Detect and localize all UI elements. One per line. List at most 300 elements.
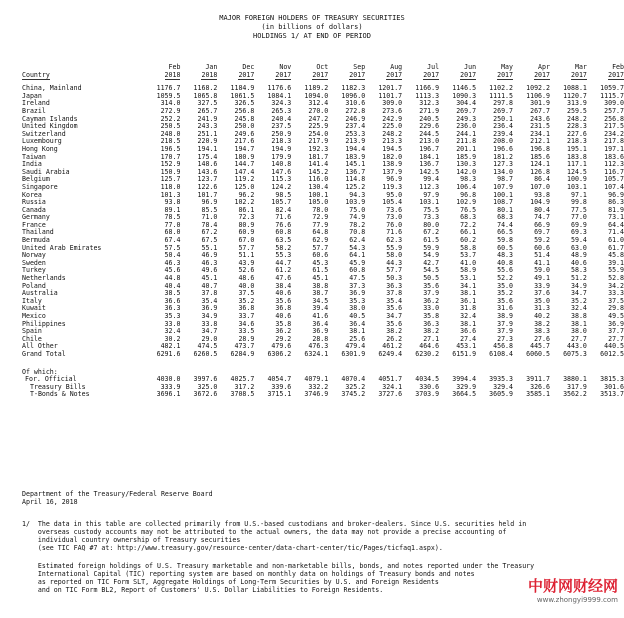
value-cell: 1092.2 <box>526 84 550 93</box>
value-cell: 27.4 <box>460 334 477 343</box>
value-cell: 77.5 <box>571 205 587 214</box>
value-cell: 81.9 <box>608 205 624 214</box>
value-cell: 181.2 <box>493 152 513 161</box>
value-cell: 183.6 <box>604 152 624 161</box>
value-cell: 34.6 <box>238 319 255 328</box>
value-cell: 145.1 <box>345 160 366 169</box>
value-cell: 6291.6 <box>156 349 181 358</box>
value-cell: 36.1 <box>460 296 477 305</box>
value-cell: 250.5 <box>160 122 181 131</box>
value-cell: 50.5 <box>423 274 440 283</box>
value-cell: 142.0 <box>456 167 477 176</box>
year-header <box>513 72 550 81</box>
value-cell: 309.0 <box>604 99 624 108</box>
value-cell: 42.7 <box>423 258 440 267</box>
value-cell: 147.6 <box>271 167 292 176</box>
value-cell: 142.5 <box>419 167 440 176</box>
value-cell: 34.5 <box>312 296 329 305</box>
value-cell: 108.7 <box>493 198 513 207</box>
value-cell: 29.0 <box>201 334 218 343</box>
value-cell: 47.5 <box>349 274 366 283</box>
value-cell: 251.1 <box>197 129 218 138</box>
value-cell: 38.0 <box>571 327 587 336</box>
year-header-label: 2017 <box>534 70 550 79</box>
value-cell: 60.9 <box>238 228 255 237</box>
value-cell: 31.6 <box>497 304 513 313</box>
value-cell: 225.9 <box>308 122 329 131</box>
value-cell: 254.0 <box>308 129 329 138</box>
month-header: Aug <box>390 63 403 71</box>
value-cell: 123.7 <box>197 175 218 184</box>
value-cell: 4054.7 <box>267 375 292 384</box>
value-cell: 35.8 <box>423 312 440 320</box>
value-cell: 327.5 <box>197 99 218 108</box>
value-cell: 86.4 <box>534 175 550 184</box>
value-cell: 248.2 <box>567 114 587 123</box>
value-cell: 45.3 <box>312 258 329 267</box>
value-cell: 31.3 <box>534 304 550 313</box>
value-cell: 67.0 <box>238 236 255 245</box>
value-cell: 35.8 <box>275 319 292 328</box>
value-cell: 3703.9 <box>415 390 440 399</box>
value-cell: 339.6 <box>271 382 292 391</box>
value-cell: 1166.9 <box>415 84 440 93</box>
value-cell: 33.3 <box>608 289 624 298</box>
value-cell: 102.2 <box>234 198 255 207</box>
value-cell: 6012.5 <box>600 349 624 358</box>
value-cell: 272.8 <box>345 106 366 115</box>
row-label: Cayman Islands <box>22 114 78 123</box>
value-cell: 36.6 <box>164 296 181 305</box>
value-cell: 3997.6 <box>193 375 218 384</box>
value-cell: 208.0 <box>493 137 513 146</box>
value-cell: 1184.9 <box>230 84 255 93</box>
value-cell: 53.7 <box>460 251 477 260</box>
value-cell: 49.6 <box>201 266 218 275</box>
value-cell: 105.7 <box>271 198 292 207</box>
value-cell: 175.4 <box>197 152 218 161</box>
value-cell: 71.6 <box>275 213 292 222</box>
year-header <box>291 72 328 81</box>
row-label: Korea <box>22 190 42 199</box>
month-header: Jan <box>205 63 218 71</box>
value-cell: 114.8 <box>345 175 366 184</box>
value-cell: 59.8 <box>497 236 513 245</box>
value-cell: 124.2 <box>271 182 292 191</box>
value-cell: 324.3 <box>271 99 292 108</box>
value-cell: 37.9 <box>423 289 440 298</box>
value-cell: 130.4 <box>308 182 329 191</box>
value-cell: 6306.2 <box>267 349 292 358</box>
value-cell: 1102.2 <box>489 84 513 93</box>
value-cell: 29.8 <box>608 304 624 313</box>
year-header <box>476 72 513 81</box>
value-cell: 37.8 <box>201 289 218 298</box>
value-cell: 71.6 <box>386 228 403 237</box>
table-body <box>22 80 624 399</box>
value-cell: 250.0 <box>234 122 255 131</box>
value-cell: 225.0 <box>382 122 403 131</box>
value-cell: 1059.5 <box>156 91 181 100</box>
value-cell: 38.1 <box>460 289 477 298</box>
value-cell: 326.5 <box>234 99 255 108</box>
footnote-line-7: as reported on TIC Form SLT, Aggregate Holdings of Long-Term Securities by U.S. and Foreign Residents <box>22 578 439 586</box>
value-cell: 69.3 <box>571 228 587 237</box>
value-cell: 54.9 <box>423 251 440 260</box>
value-cell: 6230.2 <box>415 349 440 358</box>
value-cell: 243.6 <box>530 114 550 123</box>
value-cell: 60.8 <box>275 228 292 237</box>
row-label: Poland <box>22 281 46 290</box>
value-cell: 78.0 <box>312 205 329 214</box>
value-cell: 1182.3 <box>341 84 366 93</box>
value-cell: 76.0 <box>386 220 403 229</box>
value-cell: 37.5 <box>238 289 255 298</box>
value-cell: 105.0 <box>308 198 329 207</box>
value-cell: 72.9 <box>312 213 329 222</box>
value-cell: 35.6 <box>423 281 440 290</box>
source-line-1: Department of the Treasury/Federal Reserve Board <box>22 490 213 498</box>
value-cell: 112.3 <box>419 182 440 191</box>
value-cell: 77.0 <box>164 220 181 229</box>
value-cell: 217.9 <box>308 137 329 146</box>
value-cell: 312.3 <box>419 99 440 108</box>
value-cell: 34.7 <box>571 289 587 298</box>
value-cell: 249.3 <box>456 114 477 123</box>
value-cell: 68.0 <box>164 228 181 237</box>
value-cell: 62.9 <box>312 236 329 245</box>
year-header <box>180 72 217 81</box>
value-cell: 182.0 <box>382 152 403 161</box>
value-cell: 461.2 <box>382 342 403 351</box>
value-cell: 47.6 <box>275 274 292 283</box>
year-header-label: 2018 <box>201 70 218 79</box>
value-cell: 38.1 <box>571 319 587 328</box>
value-cell: 36.3 <box>386 281 403 290</box>
value-cell: 474.5 <box>197 342 218 351</box>
value-cell: 57.7 <box>386 266 403 275</box>
value-cell: 314.0 <box>160 99 181 108</box>
value-cell: 45.9 <box>349 258 366 267</box>
value-cell: 32.4 <box>571 304 587 313</box>
value-cell: 40.6 <box>571 258 587 267</box>
value-cell: 3745.2 <box>341 390 366 399</box>
value-cell: 55.9 <box>608 266 624 275</box>
value-cell: 99.8 <box>571 198 587 207</box>
value-cell: 181.7 <box>308 152 329 161</box>
value-cell: 52.8 <box>608 274 624 283</box>
value-cell: 58.8 <box>460 243 477 252</box>
value-cell: 72.3 <box>238 213 255 222</box>
value-cell: 127.3 <box>493 160 513 169</box>
value-cell: 119.2 <box>234 175 255 184</box>
value-cell: 1146.5 <box>452 84 477 93</box>
value-cell: 58.0 <box>386 251 403 260</box>
value-cell: 265.7 <box>197 106 218 115</box>
footnote-line-6: International Capital (TIC) reporting system are based on monthly data on holdings of Treasury bonds and notes <box>22 570 475 578</box>
value-cell: 185.6 <box>530 152 550 161</box>
value-cell: 77.9 <box>312 220 329 229</box>
value-cell: 245.8 <box>234 114 255 123</box>
value-cell: 248.0 <box>160 129 181 138</box>
value-cell: 40.5 <box>349 312 366 320</box>
row-label: India <box>22 160 42 169</box>
value-cell: 102.9 <box>456 198 477 207</box>
value-cell: 43.9 <box>238 258 255 267</box>
month-header: Jun <box>464 63 477 71</box>
value-cell: 50.4 <box>164 251 181 260</box>
value-cell: 140.8 <box>271 160 292 169</box>
value-cell: 52.6 <box>238 266 255 275</box>
value-cell: 60.8 <box>349 266 366 275</box>
value-cell: 67.4 <box>164 236 181 245</box>
value-cell: 49.5 <box>608 312 624 320</box>
value-cell: 211.8 <box>456 137 477 146</box>
row-label: Saudi Arabia <box>22 167 70 176</box>
year-header-label: 2017 <box>497 70 513 79</box>
value-cell: 35.2 <box>571 296 587 305</box>
value-cell: 1113.3 <box>415 91 440 100</box>
value-cell: 304.4 <box>456 99 477 108</box>
row-label: Spain <box>22 327 42 336</box>
value-cell: 239.4 <box>493 129 513 138</box>
value-cell: 312.4 <box>308 99 329 108</box>
row-label: Philippines <box>22 319 66 328</box>
value-cell: 3727.6 <box>378 390 403 399</box>
value-cell: 38.2 <box>386 327 403 336</box>
value-cell: 249.6 <box>234 129 255 138</box>
value-cell: 104.9 <box>530 198 550 207</box>
value-cell: 212.1 <box>530 137 550 146</box>
value-cell: 37.8 <box>386 289 403 298</box>
watermark-url: www.zhongyi9999.com <box>536 596 618 604</box>
value-cell: 64.1 <box>349 251 366 260</box>
value-cell: 269.7 <box>493 106 513 115</box>
value-cell: 40.6 <box>275 312 292 320</box>
value-cell: 44.7 <box>275 258 292 267</box>
header-country <box>22 72 143 81</box>
row-label: Netherlands <box>22 274 66 283</box>
row-label: Brazil <box>22 106 46 115</box>
value-cell: 74.4 <box>497 220 513 229</box>
value-cell: 194.1 <box>197 144 218 153</box>
value-cell: 75.5 <box>423 205 440 214</box>
value-cell: 72.2 <box>460 220 477 229</box>
value-cell: 101.7 <box>197 190 218 199</box>
value-cell: 61.5 <box>423 236 440 245</box>
value-cell: 253.3 <box>345 129 366 138</box>
value-cell: 332.2 <box>308 382 329 391</box>
value-cell: 196.8 <box>530 144 550 153</box>
value-cell: 297.8 <box>493 99 513 108</box>
value-cell: 195.1 <box>567 144 587 153</box>
value-cell: 124.5 <box>567 167 587 176</box>
row-label: Bermuda <box>22 236 50 245</box>
footnote-line-1: 1/ The data in this table are collected primarily from U.S.-based custodians and broker-dealers. Since U.S. securities held in <box>22 520 527 528</box>
value-cell: 40.0 <box>238 281 255 290</box>
year-header <box>587 72 624 81</box>
value-cell: 244.1 <box>456 129 477 138</box>
value-cell: 103.9 <box>345 198 366 207</box>
value-cell: 69.7 <box>534 228 550 237</box>
value-cell: 482.1 <box>160 342 181 351</box>
value-cell: 326.6 <box>530 382 550 391</box>
value-cell: 38.5 <box>164 289 181 298</box>
row-label: T-Bonds & Notes <box>30 390 90 399</box>
value-cell: 148.6 <box>197 160 218 169</box>
value-cell: 61.7 <box>608 243 624 252</box>
year-header-label: 2017 <box>386 70 403 79</box>
year-header <box>143 72 180 81</box>
value-cell: 35.0 <box>497 281 513 290</box>
month-header: Jul <box>427 63 440 71</box>
year-header <box>550 72 587 81</box>
value-cell: 4079.1 <box>304 375 329 384</box>
value-cell: 95.0 <box>386 190 403 199</box>
value-cell: 218.3 <box>567 137 587 146</box>
row-label: Japan <box>22 91 42 100</box>
value-cell: 61.0 <box>608 236 624 245</box>
value-cell: 240.4 <box>271 114 292 123</box>
row-label: Chile <box>22 334 42 343</box>
value-cell: 86.3 <box>608 198 624 207</box>
row-label: China, Mainland <box>22 84 82 93</box>
value-cell: 96.9 <box>201 198 218 207</box>
value-cell: 46.3 <box>164 258 181 267</box>
row-label: Ireland <box>22 99 50 108</box>
value-cell: 38.8 <box>571 312 587 320</box>
value-cell: 3562.2 <box>563 390 587 399</box>
value-cell: 67.2 <box>423 228 440 237</box>
value-cell: 3708.5 <box>230 390 255 399</box>
value-cell: 136.7 <box>419 160 440 169</box>
value-cell: 112.3 <box>604 160 624 169</box>
value-cell: 192.3 <box>308 144 329 153</box>
value-cell: 196.6 <box>493 144 513 153</box>
watermark <box>528 575 618 604</box>
row-label: All Other <box>22 342 58 351</box>
value-cell: 183.8 <box>567 152 587 161</box>
value-cell: 130.3 <box>456 160 477 169</box>
value-cell: 70.8 <box>349 228 366 237</box>
value-cell: 74.9 <box>349 213 366 222</box>
value-cell: 51.2 <box>571 274 587 283</box>
row-label: France <box>22 220 46 229</box>
value-cell: 33.9 <box>534 281 550 290</box>
value-cell: 1111.5 <box>489 91 513 100</box>
value-cell: 329.4 <box>493 382 513 391</box>
value-cell: 1084.1 <box>267 91 292 100</box>
value-cell: 50.3 <box>386 274 403 283</box>
value-cell: 309.0 <box>382 99 403 108</box>
value-cell: 64.8 <box>312 228 329 237</box>
value-cell: 48.9 <box>571 251 587 260</box>
value-cell: 257.7 <box>604 106 624 115</box>
year-header <box>328 72 365 81</box>
value-cell: 6301.9 <box>341 349 366 358</box>
value-cell: 227.6 <box>567 129 587 138</box>
value-cell: 37.9 <box>497 319 513 328</box>
value-cell: 45.8 <box>608 251 624 260</box>
month-header: Oct <box>316 63 329 71</box>
value-cell: 60.6 <box>534 243 550 252</box>
value-cell: 256.8 <box>604 114 624 123</box>
value-cell: 38.4 <box>275 281 292 290</box>
value-cell: 145.2 <box>308 167 329 176</box>
value-cell: 197.1 <box>604 144 624 153</box>
value-cell: 137.9 <box>382 167 403 176</box>
value-cell: 27.7 <box>608 334 624 343</box>
value-cell: 271.9 <box>419 106 440 115</box>
value-cell: 54.3 <box>349 243 366 252</box>
value-cell: 241.9 <box>197 114 218 123</box>
value-cell: 73.0 <box>386 213 403 222</box>
value-cell: 86.1 <box>238 205 255 214</box>
value-cell: 85.5 <box>201 205 218 214</box>
value-cell: 194.9 <box>271 144 292 153</box>
value-cell: 244.5 <box>419 129 440 138</box>
value-cell: 36.3 <box>164 304 181 313</box>
value-cell: 242.9 <box>382 114 403 123</box>
value-cell: 105.4 <box>382 198 403 207</box>
value-cell: 141.4 <box>308 160 329 169</box>
row-label: Taiwan <box>22 152 46 161</box>
value-cell: 35.6 <box>497 296 513 305</box>
value-cell: 179.9 <box>271 152 292 161</box>
value-cell: 103.1 <box>419 198 440 207</box>
year-header-label: 2017 <box>238 70 255 79</box>
value-cell: 57.7 <box>312 243 329 252</box>
value-cell: 38.2 <box>423 327 440 336</box>
title-line-3: HOLDINGS 1/ AT END OF PERIOD <box>252 32 371 40</box>
value-cell: 1096.0 <box>341 91 366 100</box>
value-cell: 445.7 <box>530 342 550 351</box>
value-cell: 44.8 <box>164 274 181 283</box>
value-cell: 6060.5 <box>526 349 550 358</box>
value-cell: 57.7 <box>238 243 255 252</box>
value-cell: 36.2 <box>275 327 292 336</box>
value-cell: 184.1 <box>419 152 440 161</box>
value-cell: 38.2 <box>534 319 550 328</box>
value-cell: 51.4 <box>534 251 550 260</box>
value-cell: 36.9 <box>608 319 624 328</box>
value-cell: 96.8 <box>460 190 477 199</box>
value-cell: 73.3 <box>423 213 440 222</box>
value-cell: 100.9 <box>567 175 587 184</box>
value-cell: 49.1 <box>534 274 550 283</box>
value-cell: 41.0 <box>460 258 477 267</box>
value-cell: 3815.3 <box>600 375 624 384</box>
row-label: Treasury Bills <box>30 382 86 391</box>
value-cell: 236.0 <box>456 122 477 131</box>
value-cell: 217.5 <box>604 122 624 131</box>
row-label: Hong Kong <box>22 144 58 153</box>
value-cell: 247.2 <box>308 114 329 123</box>
row-label: Australia <box>22 289 58 298</box>
value-cell: 35.2 <box>497 289 513 298</box>
value-cell: 35.4 <box>201 296 218 305</box>
month-header: Dec <box>242 63 255 71</box>
value-cell: 246.9 <box>345 114 366 123</box>
value-cell: 27.6 <box>534 334 550 343</box>
month-header: Sep <box>353 63 366 71</box>
month-header: Apr <box>538 63 550 71</box>
value-cell: 456.8 <box>493 342 513 351</box>
value-cell: 218.5 <box>160 137 181 146</box>
value-cell: 59.0 <box>534 266 550 275</box>
value-cell: 25.6 <box>349 334 366 343</box>
value-cell: 1106.9 <box>526 91 550 100</box>
